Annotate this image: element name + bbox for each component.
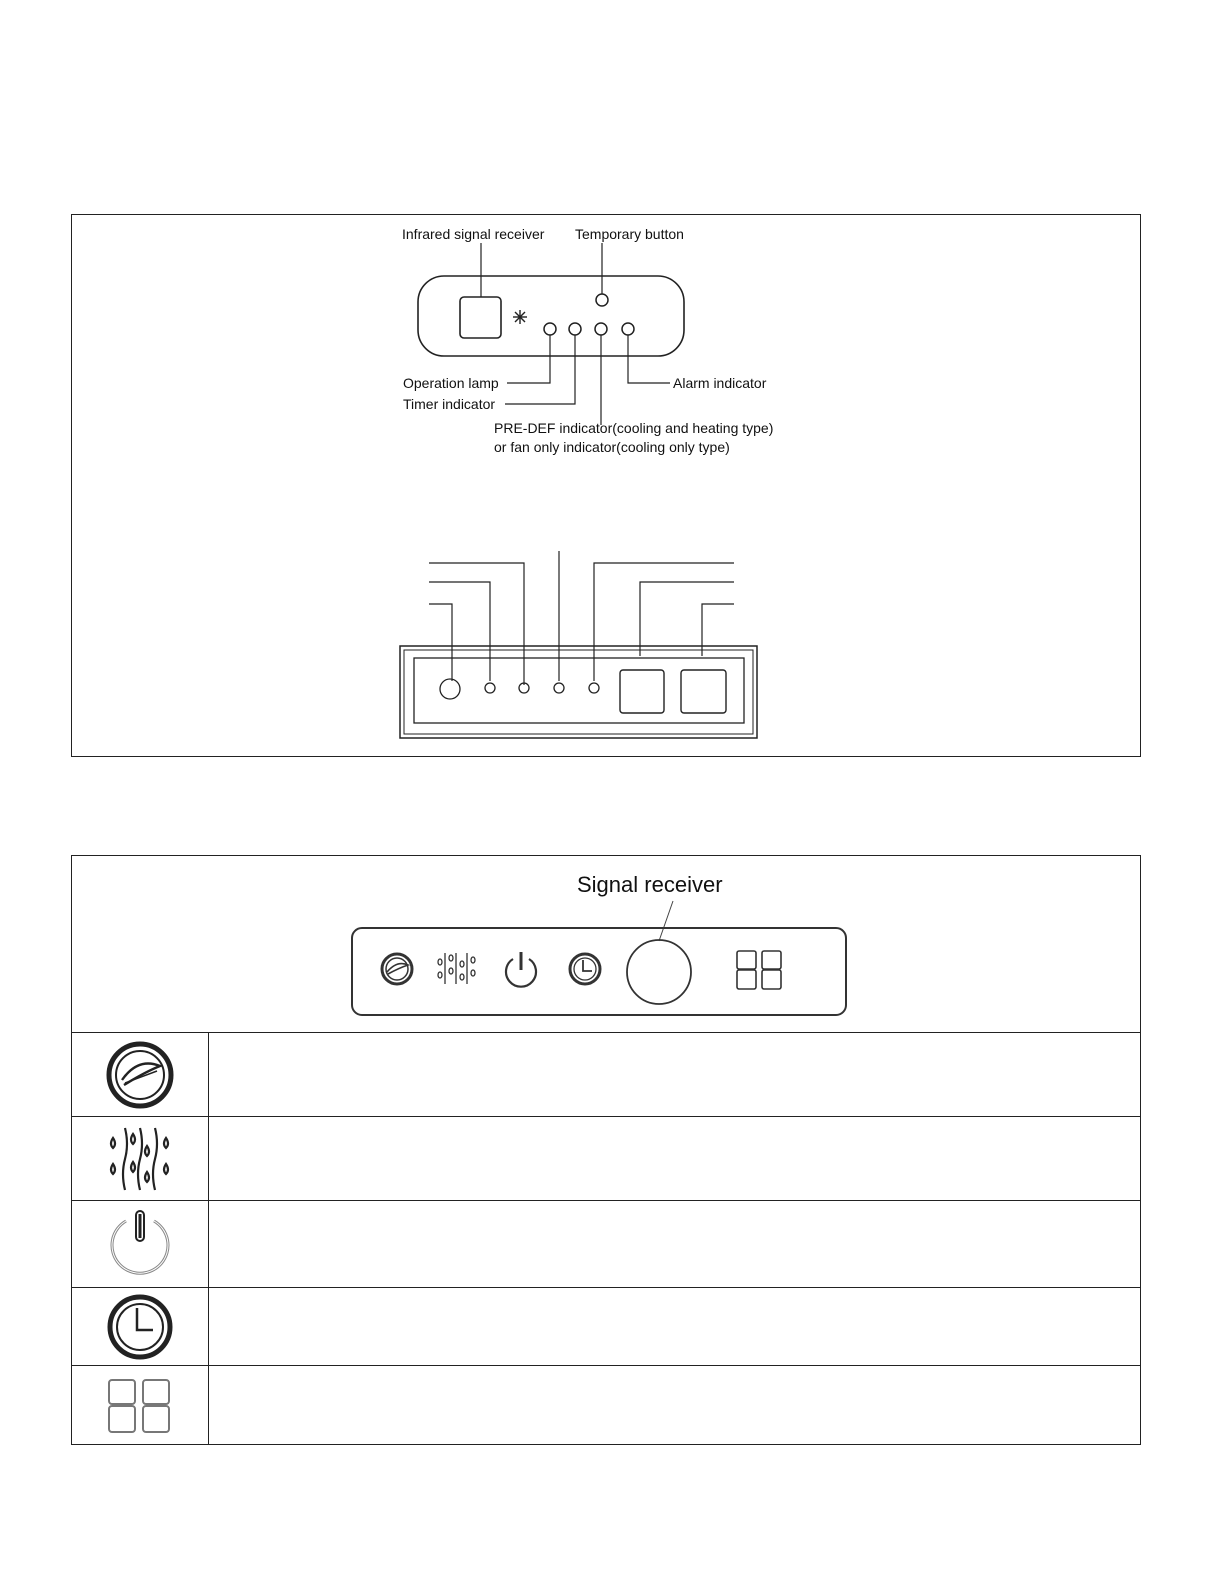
table-row bbox=[72, 1365, 1140, 1445]
eco-leaf-icon bbox=[382, 954, 412, 984]
lower-panel-mid bbox=[404, 650, 753, 734]
icon-cell bbox=[72, 1033, 209, 1116]
lower-panel-lamp-1 bbox=[485, 683, 495, 693]
alarm-indicator bbox=[622, 323, 634, 335]
label-signal-receiver: Signal receiver bbox=[577, 872, 723, 897]
lower-panel-outer bbox=[400, 646, 757, 738]
predef-indicator bbox=[595, 323, 607, 335]
icon-cell bbox=[72, 1366, 209, 1445]
table-row bbox=[72, 1116, 1140, 1200]
leader-lines-lower bbox=[429, 551, 734, 685]
defrost-drops-icon bbox=[438, 953, 475, 984]
table-row bbox=[72, 1032, 1140, 1116]
lower-panel-lamp-3 bbox=[554, 683, 564, 693]
lower-panel-lamp-4 bbox=[589, 683, 599, 693]
display-panel-diagram bbox=[72, 856, 1140, 1032]
timer-clock-icon bbox=[105, 1292, 175, 1362]
label-timer-indicator: Timer indicator bbox=[403, 396, 496, 412]
defrost-drops-icon bbox=[103, 1124, 177, 1194]
temporary-button[interactable] bbox=[596, 294, 608, 306]
power-icon bbox=[506, 952, 536, 987]
icon-cell bbox=[72, 1201, 209, 1287]
description-cell bbox=[209, 1366, 1140, 1445]
label-infrared-receiver: Infrared signal receiver bbox=[402, 226, 545, 242]
label-temporary-button: Temporary button bbox=[575, 226, 684, 242]
icon-cell bbox=[72, 1288, 209, 1365]
eco-leaf-icon bbox=[105, 1040, 175, 1110]
indicator-panel-diagram bbox=[72, 215, 1140, 756]
table-row bbox=[72, 1287, 1140, 1365]
description-cell bbox=[209, 1033, 1140, 1116]
icon-cell bbox=[72, 1117, 209, 1200]
lower-panel-receiver bbox=[440, 679, 460, 699]
snowflake-icon bbox=[513, 310, 527, 324]
signal-receiver-leader bbox=[659, 901, 673, 941]
label-predef-line1: PRE-DEF indicator(cooling and heating type) bbox=[494, 420, 774, 436]
description-cell bbox=[209, 1288, 1140, 1365]
indicator-panel-outline bbox=[418, 276, 684, 356]
label-predef-line2: or fan only indicator(cooling only type) bbox=[494, 439, 730, 455]
operation-lamp bbox=[544, 323, 556, 335]
lower-panel-button-1[interactable] bbox=[620, 670, 664, 713]
lower-panel-button-2[interactable] bbox=[681, 670, 726, 713]
label-operation-lamp: Operation lamp bbox=[403, 375, 499, 391]
timer-clock-icon bbox=[570, 954, 600, 984]
description-cell bbox=[209, 1117, 1140, 1200]
description-cell bbox=[209, 1201, 1140, 1287]
infrared-receiver-window bbox=[460, 297, 501, 338]
display-panel-figure bbox=[71, 855, 1141, 1445]
indicator-panel-figure bbox=[71, 214, 1141, 757]
table-row bbox=[72, 1200, 1140, 1287]
timer-indicator bbox=[569, 323, 581, 335]
seven-segment-display bbox=[737, 951, 781, 989]
signal-receiver-window bbox=[627, 940, 691, 1004]
power-icon bbox=[103, 1207, 177, 1281]
label-alarm-indicator: Alarm indicator bbox=[673, 375, 767, 391]
digit-display-icon bbox=[103, 1376, 177, 1436]
leader-lines bbox=[481, 243, 670, 425]
